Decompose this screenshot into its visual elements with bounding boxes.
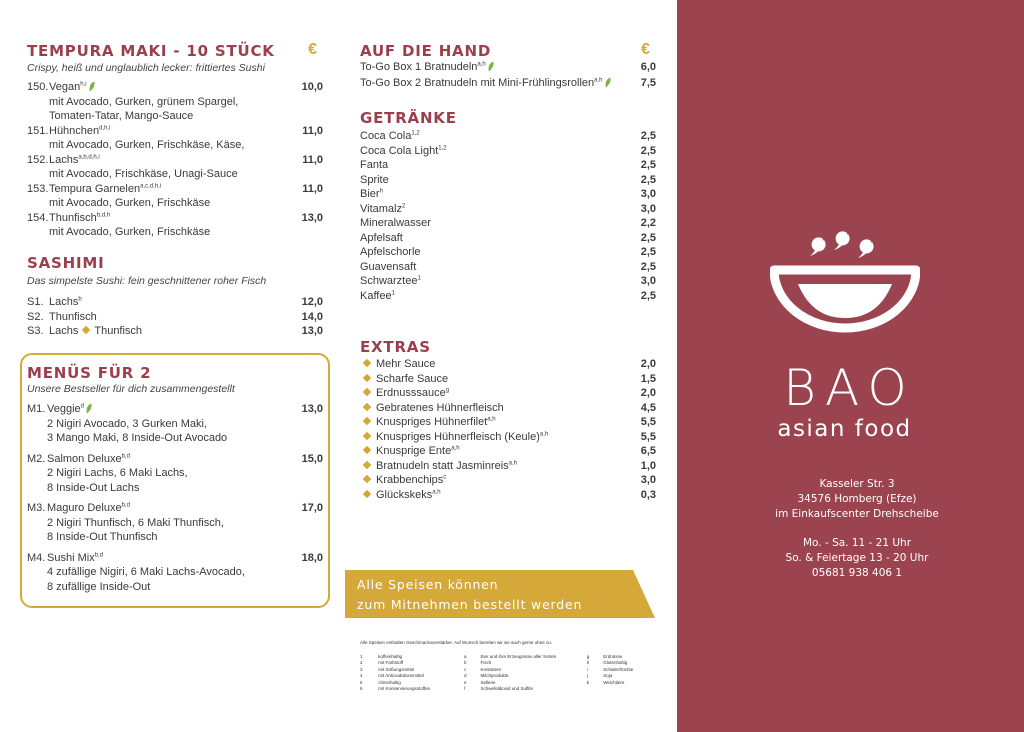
item-name: Salmon Deluxe bbox=[47, 452, 122, 465]
allergen-cell: Glutenhaltig bbox=[603, 660, 628, 666]
item-description: 2 Nigiri Thunfisch, 6 Maki Thunfisch, bbox=[47, 516, 224, 529]
allergen-cell: 6 bbox=[360, 686, 363, 692]
allergen-cell: mit Konservierungsstoffen bbox=[378, 686, 431, 692]
item-name: Bratnudeln statt Jasminreis bbox=[376, 459, 509, 472]
allergen-codes: 1,2 bbox=[438, 144, 447, 151]
menu-item-row bbox=[27, 80, 323, 95]
item-description: 8 Inside-Out Lachs bbox=[47, 481, 140, 494]
menu-item-row bbox=[360, 289, 656, 304]
menu-item-row bbox=[360, 260, 656, 275]
item-name: Knusprige Ente bbox=[376, 445, 452, 457]
item-description: mit Avocado, Frischkäse, Unagi-Sauce bbox=[49, 168, 238, 180]
item-name: Coca Cola bbox=[360, 130, 412, 142]
item-price: 2,5 bbox=[640, 159, 656, 171]
menu-item-row bbox=[360, 372, 656, 387]
item-price: 11,0 bbox=[302, 153, 323, 166]
item-price: 17,0 bbox=[301, 502, 323, 514]
allergen-cell: Erdnüsse bbox=[603, 654, 623, 659]
menu-item-row bbox=[27, 501, 323, 516]
hand-list bbox=[360, 60, 656, 91]
allergen-codes: 1 bbox=[391, 289, 395, 296]
menu-item-row bbox=[360, 144, 656, 159]
item-price: 0,3 bbox=[640, 488, 656, 501]
banner-line-2: zum Mitnehmen bestellt werden bbox=[357, 597, 583, 612]
allergen-cell: c bbox=[464, 666, 467, 672]
item-price: 1,5 bbox=[640, 372, 656, 385]
menu-item-row bbox=[360, 187, 656, 202]
menu-item-row bbox=[360, 430, 656, 445]
item-name: Hühnchen bbox=[49, 124, 100, 137]
allergen-codes: 1,2 bbox=[411, 130, 420, 137]
menus-title: MENÜS FÜR 2 bbox=[27, 364, 152, 382]
allergen-row bbox=[360, 686, 660, 692]
allergen-codes: a,h bbox=[432, 488, 441, 495]
allergen-codes: g bbox=[445, 387, 450, 394]
allergen-codes: b,d bbox=[121, 452, 130, 459]
menu-item-row bbox=[360, 202, 656, 217]
item-number: M2. bbox=[27, 452, 46, 465]
brand-subtitle: asian food bbox=[777, 416, 912, 442]
item-description: 2 Nigiri Lachs, 6 Maki Lachs, bbox=[47, 467, 188, 479]
item-name: Coca Cola Light bbox=[360, 144, 439, 157]
address-line-city: 34576 Homberg (Efze) bbox=[797, 493, 917, 505]
sashimi-section bbox=[27, 254, 323, 339]
menu-item-row bbox=[27, 182, 323, 197]
item-number: S2. bbox=[27, 310, 44, 323]
menu-item-row bbox=[360, 415, 656, 430]
item-number: M1. bbox=[27, 403, 46, 415]
item-name: Lachs bbox=[49, 296, 79, 308]
item-name: Lachs bbox=[49, 325, 79, 337]
allergen-codes: c bbox=[443, 474, 447, 481]
item-price: 13,0 bbox=[301, 403, 323, 415]
euro-symbol-2: € bbox=[641, 41, 650, 58]
item-name: Knuspriges Hühnerfleisch (Keule) bbox=[376, 430, 540, 443]
allergen-cell: mit Süßungsmittel bbox=[378, 666, 415, 672]
allergen-cell: k bbox=[586, 679, 589, 685]
item-price: 2,0 bbox=[640, 358, 656, 370]
item-number: M3. bbox=[27, 502, 46, 514]
item-name: Schwarztee bbox=[360, 275, 418, 287]
item-price: 2,2 bbox=[640, 217, 656, 229]
item-price: 7,5 bbox=[640, 76, 656, 89]
item-number: 154. bbox=[27, 211, 49, 224]
diamond-icon bbox=[363, 359, 371, 367]
drinks-title: GETRÄNKE bbox=[360, 109, 457, 127]
item-name: To-Go Box 2 Bratnudeln mit Mini-Frühlingsrollen bbox=[360, 76, 595, 89]
allergen-footnote bbox=[360, 640, 660, 692]
menu-item-row bbox=[360, 274, 656, 289]
allergen-cell: mit Antioxidationsmittel bbox=[378, 673, 424, 679]
menu-item-row bbox=[360, 173, 656, 188]
allergen-cell: 2 bbox=[360, 660, 363, 666]
allergen-codes: b,d bbox=[121, 502, 130, 509]
allergen-cell: e bbox=[464, 679, 467, 685]
item-price: 18,0 bbox=[301, 551, 323, 564]
menu-item-row bbox=[27, 324, 323, 339]
menu-item-row bbox=[27, 551, 323, 566]
item-price: 2,5 bbox=[640, 130, 656, 142]
allergen-cell: i bbox=[586, 666, 588, 672]
allergen-cell: Fisch bbox=[480, 660, 492, 666]
allergen-cell: a bbox=[464, 654, 467, 659]
item-price: 2,0 bbox=[640, 387, 656, 399]
item-name: Vitamalz bbox=[360, 202, 402, 215]
diamond-icon bbox=[363, 373, 371, 381]
menu-item-row bbox=[360, 386, 656, 401]
menu-item-row bbox=[360, 444, 656, 459]
menus-list bbox=[27, 402, 323, 594]
sashimi-list bbox=[27, 295, 323, 339]
item-description: mit Avocado, Gurken, Frischkäse, Käse, bbox=[49, 139, 245, 151]
item-price: 2,5 bbox=[640, 289, 656, 302]
allergen-cell bbox=[587, 686, 603, 692]
allergen-cell: Milchprodukte bbox=[480, 673, 509, 679]
menu-item-row bbox=[360, 216, 656, 231]
item-name-2: Thunfisch bbox=[94, 325, 143, 337]
allergen-cell: 4 bbox=[360, 673, 363, 679]
menu-item-row bbox=[27, 211, 323, 226]
allergen-codes: a,c,d,h,i bbox=[140, 182, 162, 189]
item-name: Kaffee bbox=[360, 289, 392, 302]
menu-item-row bbox=[360, 60, 656, 76]
item-price: 2,5 bbox=[640, 173, 656, 186]
item-price: 14,0 bbox=[301, 310, 323, 323]
diamond-icon bbox=[363, 388, 371, 396]
allergen-codes: h bbox=[379, 188, 383, 195]
item-name: Sprite bbox=[360, 173, 389, 186]
item-price: 2,5 bbox=[640, 144, 656, 157]
item-description: 4 zufällige Nigiri, 6 Maki Lachs-Avocado, bbox=[47, 566, 245, 578]
phone-number: 05681 938 406 1 bbox=[811, 567, 903, 579]
menu-item-row bbox=[360, 473, 656, 488]
extras-title: EXTRAS bbox=[360, 338, 431, 356]
allergen-cell: Schalenfrüchte bbox=[603, 666, 634, 672]
address-line-location: im Einkaufscenter Drehscheibe bbox=[775, 508, 939, 520]
item-name: Apfelsaft bbox=[360, 231, 403, 244]
item-price: 3,0 bbox=[640, 474, 656, 486]
item-price: 11,0 bbox=[302, 124, 323, 137]
extras-section bbox=[360, 338, 656, 502]
item-name: Bier bbox=[360, 188, 380, 200]
allergen-codes: a,h bbox=[539, 430, 549, 437]
vegan-leaf-icon bbox=[89, 81, 95, 92]
hours-sundays: So. & Feiertage 13 - 20 Uhr bbox=[785, 552, 929, 564]
item-number: 150. bbox=[27, 81, 49, 93]
item-name: Veggie bbox=[47, 403, 81, 415]
item-name: Vegan bbox=[49, 81, 81, 93]
item-name: Gebratenes Hühnerfleisch bbox=[376, 401, 504, 414]
allergen-cell: 1 bbox=[360, 654, 363, 659]
tempura-subtitle: Crispy, heiß und unglaublich lecker: frittiertes Sushi bbox=[27, 62, 265, 74]
item-price: 2,5 bbox=[640, 231, 656, 244]
diamond-icon bbox=[363, 475, 371, 483]
item-name: Sushi Mix bbox=[47, 551, 95, 564]
allergen-cell: Sellerie bbox=[480, 679, 496, 685]
allergen-codes: a,b,d,h,i bbox=[78, 153, 100, 160]
allergen-cell: f bbox=[464, 686, 466, 692]
item-name: Lachs bbox=[49, 153, 79, 166]
menu-item-row bbox=[360, 76, 656, 92]
allergen-cell: koffeinhaltig bbox=[378, 654, 403, 659]
allergen-cell: Krebstiere bbox=[480, 666, 501, 672]
allergen-cell: Weichtiere bbox=[603, 679, 625, 685]
allergen-cell: 3 bbox=[360, 666, 363, 672]
item-price: 3,0 bbox=[640, 202, 656, 215]
item-number: 152. bbox=[27, 153, 49, 166]
allergen-cell: Schwefeldioxid und Sulfite bbox=[480, 686, 534, 692]
item-number: S1. bbox=[27, 296, 44, 308]
item-name: Scharfe Sauce bbox=[376, 372, 449, 385]
allergen-cell: g bbox=[586, 654, 590, 659]
item-name: Thunfisch bbox=[49, 310, 97, 323]
menu-item-row bbox=[27, 124, 323, 139]
tempura-section bbox=[27, 42, 323, 240]
item-price: 6,5 bbox=[640, 445, 656, 457]
menus-subtitle: Unsere Bestseller für dich zusammengestellt bbox=[27, 383, 235, 395]
item-name: Apfelschorle bbox=[360, 246, 421, 258]
tempura-title: TEMPURA MAKI - 10 STÜCK bbox=[27, 42, 275, 60]
banner-line-1: Alle Speisen können bbox=[357, 577, 499, 592]
allergen-table bbox=[360, 654, 660, 692]
item-description: 8 zufällige Inside-Out bbox=[47, 580, 151, 593]
sashimi-subtitle: Das simpelste Sushi: fein geschnittener roher Fisch bbox=[27, 275, 267, 287]
menu-item-row bbox=[360, 245, 656, 260]
item-price: 1,0 bbox=[640, 459, 656, 472]
hand-title: AUF DIE HAND bbox=[360, 42, 492, 60]
item-name: Mehr Sauce bbox=[376, 358, 436, 370]
item-number: 153. bbox=[27, 182, 49, 195]
item-price: 15,0 bbox=[301, 452, 323, 465]
allergen-cell bbox=[603, 686, 660, 692]
menu-item-row bbox=[27, 310, 323, 325]
item-name: Guavensaft bbox=[360, 260, 417, 273]
item-description: mit Avocado, Gurken, Frischkäse bbox=[49, 197, 211, 209]
item-name: Erdnusssauce bbox=[376, 387, 446, 399]
address-line-street: Kasseler Str. 3 bbox=[819, 478, 895, 490]
menu-item-row bbox=[360, 158, 656, 173]
diamond-icon bbox=[363, 417, 371, 425]
allergen-cell: Soja bbox=[603, 673, 613, 679]
vegan-leaf-icon bbox=[605, 77, 611, 88]
item-price: 13,0 bbox=[301, 211, 323, 224]
allergen-codes: a,h bbox=[487, 416, 496, 423]
diamond-icon bbox=[363, 446, 371, 454]
takeaway-banner bbox=[345, 570, 655, 618]
diamond-icon bbox=[363, 489, 371, 497]
item-name: Glückskeks bbox=[376, 488, 433, 501]
menu-item-row bbox=[360, 357, 656, 372]
sashimi-title: SASHIMI bbox=[27, 254, 105, 272]
allergen-codes: a,h bbox=[477, 61, 486, 68]
brand-name: BAO bbox=[783, 359, 916, 417]
allergen-codes: 2 bbox=[401, 202, 406, 209]
allergen-codes: b,d,h bbox=[96, 211, 111, 218]
drinks-section bbox=[360, 109, 656, 303]
menu-item-row bbox=[27, 153, 323, 168]
euro-symbol: € bbox=[308, 41, 317, 58]
item-price: 10,0 bbox=[301, 81, 323, 93]
hand-section bbox=[360, 42, 656, 91]
menu-item-row bbox=[360, 488, 656, 503]
item-price: 12,0 bbox=[301, 296, 323, 308]
diamond-icon bbox=[363, 460, 371, 468]
allergen-cell: mit Farbstoff bbox=[378, 660, 404, 666]
item-description: mit Avocado, Gurken, Frischkäse bbox=[49, 226, 211, 238]
item-name: Knuspriges Hühnerfilet bbox=[376, 416, 488, 428]
item-name: Thunfisch bbox=[49, 211, 97, 224]
item-price: 2,5 bbox=[640, 246, 656, 258]
item-price: 3,0 bbox=[640, 275, 656, 287]
menu-item-row bbox=[27, 295, 323, 310]
item-number: M4. bbox=[27, 551, 46, 564]
item-description: 2 Nigiri Avocado, 3 Gurken Maki, bbox=[47, 417, 207, 430]
item-price: 5,5 bbox=[640, 416, 656, 428]
allergen-cell: Eier und ihre Erzeugnisse aller Sorten bbox=[480, 654, 557, 659]
bowl-logo-icon bbox=[770, 220, 920, 350]
item-description: 3 Mango Maki, 8 Inside-Out Avocado bbox=[47, 432, 228, 444]
diamond-icon bbox=[363, 402, 371, 410]
allergen-cell: 5 bbox=[360, 679, 363, 685]
vegan-leaf-icon bbox=[86, 403, 92, 414]
item-description: 8 Inside-Out Thunfisch bbox=[47, 531, 158, 543]
menu-item-row bbox=[27, 402, 323, 417]
item-number: 151. bbox=[27, 124, 49, 137]
allergen-codes: b,d bbox=[94, 551, 104, 558]
allergen-cell: b bbox=[464, 660, 467, 666]
item-name: Fanta bbox=[360, 159, 389, 171]
allergen-cell: j bbox=[586, 673, 588, 679]
address-block bbox=[757, 477, 957, 581]
hours-weekdays: Mo. - Sa. 11 - 21 Uhr bbox=[802, 537, 912, 549]
item-description: Tomaten-Tatar, Mango-Sauce bbox=[49, 110, 194, 122]
allergen-cell: d bbox=[464, 673, 467, 679]
allergen-codes: a,h bbox=[508, 459, 518, 466]
brand-block bbox=[757, 358, 932, 442]
item-name: Mineralwasser bbox=[360, 217, 431, 229]
menu-item-row bbox=[27, 452, 323, 467]
diamond-icon bbox=[363, 431, 371, 439]
item-name: Krabbenchips bbox=[376, 474, 444, 486]
item-price: 2,5 bbox=[640, 260, 656, 273]
allergen-codes: a,h bbox=[594, 76, 603, 83]
item-number: S3. bbox=[27, 325, 44, 337]
vegan-leaf-icon bbox=[488, 61, 494, 72]
item-description: mit Avocado, Gurken, grünem Spargel, bbox=[49, 95, 239, 108]
footnote-intro: Alle Speisen enthalten Geschmacksverstärker. Auf Wunsch bereiten wir sie auch gerne ohne zu. bbox=[360, 640, 553, 645]
drinks-list bbox=[360, 129, 656, 303]
allergen-codes: d,h,i bbox=[99, 124, 111, 131]
item-name: Tempura Garnelen bbox=[49, 182, 141, 195]
item-price: 11,0 bbox=[302, 182, 323, 195]
extras-list bbox=[360, 357, 656, 502]
allergen-cell: h bbox=[586, 660, 590, 666]
allergen-codes: d bbox=[80, 403, 84, 410]
menu-item-row bbox=[360, 231, 656, 246]
item-price: 3,0 bbox=[640, 188, 656, 200]
allergen-cell: chininhaltig bbox=[378, 679, 401, 685]
allergen-codes: a,h bbox=[451, 445, 460, 452]
item-name: Maguro Deluxe bbox=[47, 502, 122, 514]
menus-section bbox=[27, 364, 323, 594]
menu-item-row bbox=[360, 401, 656, 416]
item-name: To-Go Box 1 Bratnudeln bbox=[360, 61, 478, 73]
menu-item-row bbox=[360, 129, 656, 144]
allergen-codes: 1 bbox=[417, 275, 421, 282]
item-price: 13,0 bbox=[301, 325, 323, 337]
allergen-codes: h,i bbox=[80, 81, 87, 88]
item-price: 5,5 bbox=[640, 430, 656, 443]
menu-item-row bbox=[360, 459, 656, 474]
item-price: 6,0 bbox=[640, 61, 656, 73]
tempura-list bbox=[27, 80, 323, 240]
item-price: 4,5 bbox=[640, 401, 656, 414]
diamond-icon bbox=[82, 326, 90, 334]
allergen-codes: b bbox=[78, 296, 82, 303]
